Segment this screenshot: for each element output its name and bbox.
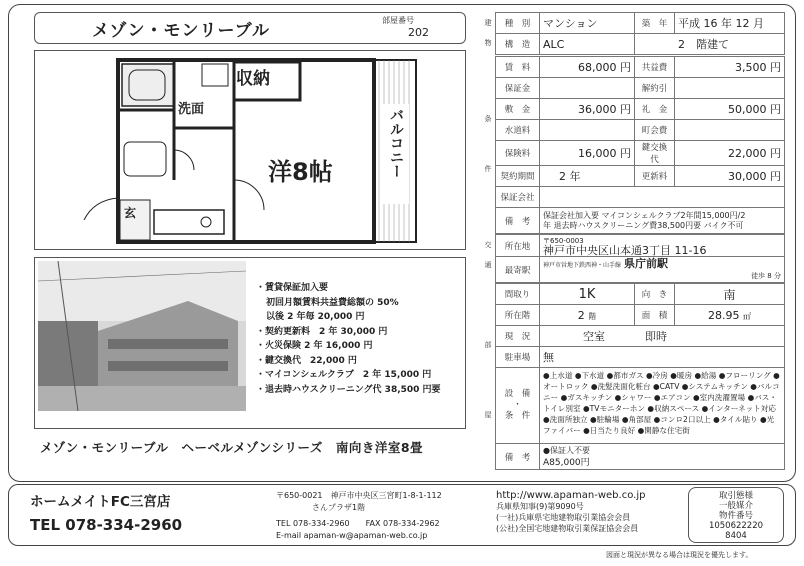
room-table xyxy=(495,283,785,470)
note-line: ・鍵交換代 22,000 円 xyxy=(256,355,357,366)
deal-info: 取引態様 一般媒介 物件番号 1050622220 8404 xyxy=(708,491,764,541)
area-label: 面 積 xyxy=(635,305,675,326)
structure-value: ALC xyxy=(540,34,635,55)
key-change-value: 22,000 円 xyxy=(675,141,785,166)
room-remarks-label: 備 考 xyxy=(496,444,540,470)
guarantor-label: 保証会社 xyxy=(496,187,540,208)
renewal-label: 更新料 xyxy=(635,166,675,187)
type-label: 種 別 xyxy=(496,13,540,34)
floor-label: 所在階 xyxy=(496,305,540,326)
deposit-label: 敷 金 xyxy=(496,99,540,120)
layout-label: 間取り xyxy=(496,284,540,305)
balcony-label: バルコニー xyxy=(388,108,404,178)
cancel-value xyxy=(675,78,785,99)
property-name: メゾン・モンリーブル xyxy=(92,21,270,41)
note-line: ・マイコンシェルクラブ 2 年 15,000 円 xyxy=(256,370,432,380)
company-tel: TEL 078-334-2960 xyxy=(30,516,183,534)
area-value: 28.95 ㎡ xyxy=(675,305,785,326)
note-line: 初回月額賃料共益費総額の 50% xyxy=(266,297,399,308)
terms-remarks-label: 備 考 xyxy=(496,208,540,234)
status-label: 現 況 xyxy=(496,326,540,347)
facilities-label: 設 備 ・ 条 件 xyxy=(496,368,540,444)
company-address: 〒650-0021 神戸市中央区三宮町1-8-1-112 さんプラザ1階 TEL 078-334-2960 FAX 078-334-2962 E-mail apaman-w@apaman-web.co.jp xyxy=(276,491,442,540)
room-remarks: ●保証人不要 A85,000円 xyxy=(540,444,785,470)
station-cell: 神戸市営地下鉄西神・山手線 県庁前駅 徒歩 8 分 xyxy=(540,257,785,283)
photo-notes xyxy=(256,280,441,396)
common-fee-value: 3,500 円 xyxy=(675,57,785,78)
deposit-value: 36,000 円 xyxy=(540,99,635,120)
floors-cell: 2 階建て xyxy=(635,34,785,55)
direction-value: 南 xyxy=(675,284,785,305)
guarantor-value xyxy=(540,187,785,208)
key-money-value: 50,000 円 xyxy=(675,99,785,120)
wash-basin xyxy=(202,64,228,86)
company-name: ホームメイトFC三宮店 xyxy=(30,494,171,510)
disclaimer: 図面と現況が異なる場合は現況を優先します。 xyxy=(606,551,753,559)
floor-value: 2 階 xyxy=(540,305,635,326)
side-label-room: 部 屋 xyxy=(484,341,492,419)
rent-label: 賃 料 xyxy=(496,57,540,78)
guarantee-label: 保証金 xyxy=(496,78,540,99)
facilities-value: ●上水道 ●下水道 ●都市ガス ●冷房 ●暖房 ●給湯 ●フローリング ●オートロック ●洗髪洗面化粧台 ●CATV ●システムキッチン ●バルコニー ●ガスキッチン ●シャワー ●エアコン ●室内洗濯置場 ●バス・トイレ別室 ●TVモニターホン ●収納スペース ●インターネット対応 ●洗面所独立 ●駐輪場 ●角部屋 ●コンロ2口以上 ●タイル貼り ●光ファイバー ●日当たり良好 ●閑静な住宅街 xyxy=(540,368,785,444)
note-line: ・火災保険 2 年 16,000 円 xyxy=(256,341,373,351)
company-url[interactable]: http://www.apaman-web.co.jp xyxy=(496,490,646,501)
layout-value: 1K xyxy=(540,284,635,305)
type-value: マンション xyxy=(540,13,635,34)
entrance-label: 玄 xyxy=(124,206,137,220)
insurance-value: 16,000 円 xyxy=(540,141,635,166)
side-label-building: 建 物 xyxy=(484,19,492,47)
caption: メゾン・モンリーブル ヘーベルメゾンシリーズ 南向き洋室8畳 xyxy=(40,440,424,455)
address-label: 所在地 xyxy=(496,235,540,257)
kitchen-counter xyxy=(154,210,224,234)
insurance-label: 保険料 xyxy=(496,141,540,166)
town-fee-label: 町会費 xyxy=(635,120,675,141)
key-change-label: 鍵交換代 xyxy=(635,141,675,166)
period-label: 契約期間 xyxy=(496,166,540,187)
guarantee-value xyxy=(540,78,635,99)
transport-table xyxy=(495,234,785,283)
terms-table xyxy=(495,56,785,234)
room-number-label: 部屋番号 xyxy=(382,16,414,25)
built-label: 築 年 xyxy=(635,13,675,34)
parking-value: 無 xyxy=(540,347,785,368)
address-cell: 〒650-0003 神戸市中央区山本通3丁目 11-16 xyxy=(540,235,785,257)
building-photo xyxy=(38,261,246,411)
water-value xyxy=(540,120,635,141)
built-value: 平成 16 年 12 月 xyxy=(675,13,785,34)
cancel-label: 解約引 xyxy=(635,78,675,99)
toilet xyxy=(124,142,166,176)
terms-remarks: 保証会社加入要 マイコンシェルクラブ2年間15,000円/2 年 退去時ハウスクリーニング費38,500円要 バイク不可 xyxy=(540,208,785,234)
renewal-value: 30,000 円 xyxy=(675,166,785,187)
status-value: 空室 即時 xyxy=(540,326,785,347)
town-fee-value xyxy=(675,120,785,141)
key-money-label: 礼 金 xyxy=(635,99,675,120)
direction-label: 向 き xyxy=(635,284,675,305)
note-line: ・退去時ハウスクリーニング代 38,500 円要 xyxy=(256,384,441,395)
structure-label: 構 造 xyxy=(496,34,540,55)
note-line: ・契約更新料 2 年 30,000 円 xyxy=(256,326,388,337)
washroom-label: 洗面 xyxy=(178,102,205,117)
period-value: 2 年 xyxy=(540,166,635,187)
station-label: 最寄駅 xyxy=(496,257,540,283)
storage-label: 収納 xyxy=(236,69,270,89)
side-label-conditions: 条 件 xyxy=(484,115,492,173)
rent-value: 68,000 円 xyxy=(540,57,635,78)
water-label: 水道料 xyxy=(496,120,540,141)
parking-label: 駐車場 xyxy=(496,347,540,368)
room-number: 202 xyxy=(408,26,429,39)
company-license: http://www.apaman-web.co.jp 兵庫県知事(9)第9090号 (一社)兵庫県宅地建物取引業協会会員 (公社)全国宅地建物取引業保証協会会員 xyxy=(496,490,646,533)
common-fee-label: 共益費 xyxy=(635,57,675,78)
room-label: 洋8帖 xyxy=(268,158,333,186)
note-line: ・賃貸保証加入要 xyxy=(256,283,329,293)
side-label-transport: 交 通 xyxy=(484,241,492,269)
note-line: 以後 2 年毎 20,000 円 xyxy=(266,312,365,322)
building-table xyxy=(495,12,785,55)
